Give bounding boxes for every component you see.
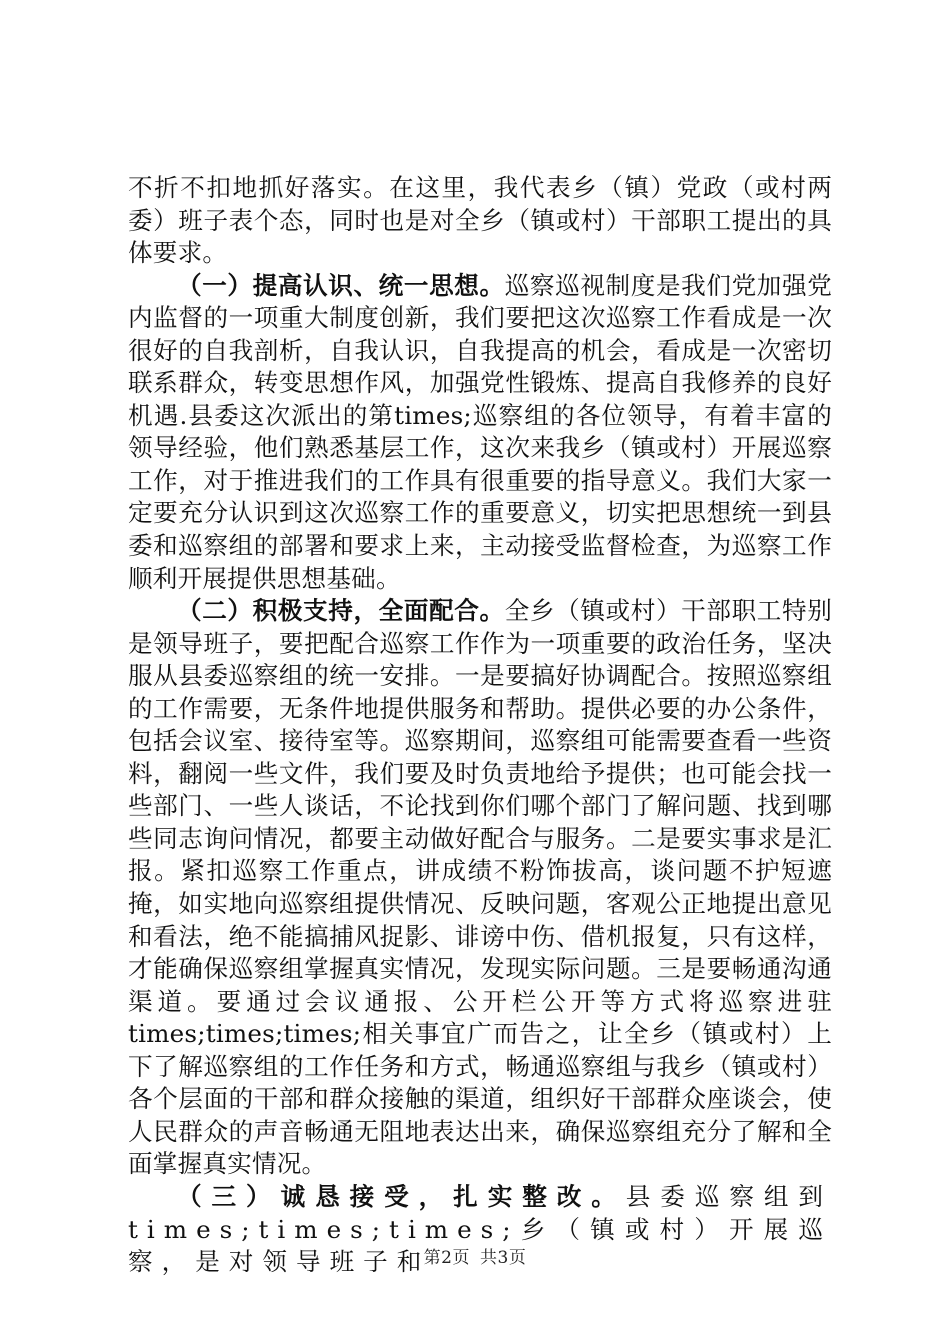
- paragraph-text: 巡察巡视制度是我们党加强党内监督的一项重大制度创新，我们要把这次巡察工作看成是一次很好的自我剖析，自我认识，自我提高的机会，看成是一次密切联系群众，转变思想作风，加强党性锻炼、提高自我修养的良好机遇.县委这次派出的第times;巡察组的各位领导，有着丰富的领导经验，他们熟悉基层工作，这次来我乡（镇或村）开展巡察工作，对于推进我们的工作具有很重要的指导意义。我们大家一定要充分认识到这次巡察工作的重要意义，切实把思想统一到县委和巡察组的部署和要求上来，主动接受监督检查，为巡察工作顺利开展提供思想基础。: [128, 270, 832, 593]
- paragraph-text: 县委巡察组到times;times;times;乡（镇或村）开展巡察，是对领导班子和: [128, 1181, 832, 1277]
- paragraph-text: 不折不扣地抓好落实。在这里，我代表乡（镇）党政（或村两委）班子表个态，同时也是对全乡（镇或村）干部职工提出的具体要求。: [128, 173, 832, 268]
- section-heading-1: （一）提高认识、统一思想。: [177, 270, 505, 300]
- paragraph-continuation: [128, 172, 832, 270]
- paragraph-section-1: [128, 270, 832, 595]
- section-heading-3: （三）诚恳接受，扎实整改。: [177, 1181, 626, 1211]
- paragraph-section-2: [128, 595, 832, 1181]
- page-number: 第2页: [423, 1248, 470, 1268]
- paragraph-text: 全乡（镇或村）干部职工特别是领导班子，要把配合巡察工作作为一项重要的政治任务，坚决服从县委巡察组的统一安排。一是要搞好协调配合。按照巡察组的工作需要，无条件地提供服务和帮助。提供必要的办公条件，包括会议室、接待室等。巡察期间，巡察组可能需要查看一些资料，翻阅一些文件，我们要及时负责地给予提供；也可能会找一些部门、一些人谈话，不论找到你们哪个部门了解问题、找到哪些同志询问情况，都要主动做好配合与服务。二是要实事求是汇报。紧扣巡察工作重点，讲成绩不粉饰拔高，谈问题不护短遮掩，如实地向巡察组提供情况、反映问题，客观公正地提出意见和看法，绝不能搞捕风捉影、诽谤中伤、借机报复，只有这样，才能确保巡察组掌握真实情况，发现实际问题。三是要畅通沟通渠道。要通过会议通报、公开栏公开等方式将巡察进驻times;times;times;相关事宜广而告之，让全乡（镇或村）上下了解巡察组的工作任务和方式，畅通巡察组与我乡（镇或村）各个层面的干部和群众接触的渠道，组织好干部群众座谈会，使人民群众的声音畅通无阻地表达出来，确保巡察组充分了解和全面掌握真实情况。: [128, 596, 832, 1179]
- page-total: 共3页: [480, 1248, 527, 1268]
- document-body: [128, 172, 832, 1279]
- page-footer: [0, 1243, 950, 1268]
- section-heading-2: （二）积极支持，全面配合。: [177, 596, 505, 626]
